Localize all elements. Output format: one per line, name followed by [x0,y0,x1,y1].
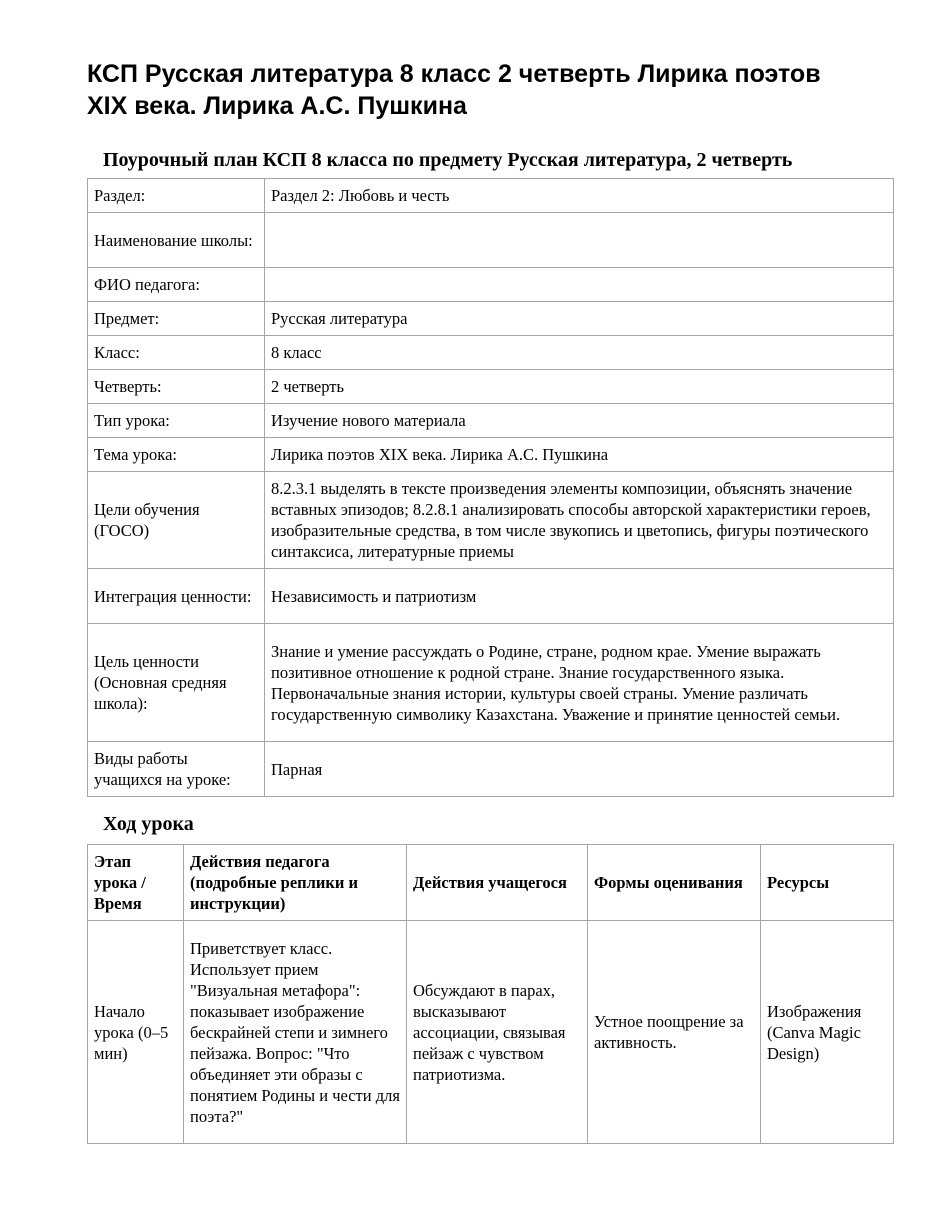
info-value: Изучение нового материала [265,404,894,438]
info-label: Интеграция ценности: [88,569,265,624]
document-title: КСП Русская литература 8 класс 2 четверть Лирика поэтов XIX века. Лирика А.С. Пушкина [87,60,821,120]
table-row [88,404,894,438]
info-label: ФИО педагога: [88,268,265,302]
column-header-teacher: Действия педагога (подробные реплики и инструкции) [184,845,407,921]
info-value: Раздел 2: Любовь и честь [265,179,894,213]
column-header-assessment: Формы оценивания [588,845,761,921]
info-label: Цели обучения (ГОСО) [88,472,265,569]
student-actions-cell: Обсуждают в парах, высказывают ассоциации, связывая пейзаж с чувством патриотизма. [407,921,588,1144]
lesson-info-table [87,178,894,797]
info-label: Виды работы учащихся на уроке: [88,742,265,797]
assessment-cell: Устное поощрение за активность. [588,921,761,1144]
info-value: Лирика поэтов XIX века. Лирика А.С. Пушкина [265,438,894,472]
table-row [88,624,894,742]
resources-cell: Изображения (Canva Magic Design) [761,921,894,1144]
column-header-resources: Ресурсы [761,845,894,921]
document-page [87,58,893,1144]
table-row [88,268,894,302]
info-value: Независимость и патриотизм [265,569,894,624]
table-row [88,569,894,624]
table-header-row [88,845,894,921]
info-label: Четверть: [88,370,265,404]
table-row [88,336,894,370]
table-row [88,472,894,569]
info-value: 2 четверть [265,370,894,404]
table-row [88,213,894,268]
table-row [88,302,894,336]
table-row [88,370,894,404]
teacher-actions-cell: Приветствует класс. Использует прием "Визуальная метафора": показывает изображение бескрайней степи и зимнего пейзажа. Вопрос: "Что объединяет эти образы с понятием Родины и чести для поэта?" [184,921,407,1144]
info-value [265,268,894,302]
table-row [88,438,894,472]
info-label: Цель ценности (Основная средняя школа): [88,624,265,742]
info-label: Наименование школы: [88,213,265,268]
column-header-student: Действия учащегося [407,845,588,921]
table-row [88,742,894,797]
table-row [88,179,894,213]
info-value: 8.2.3.1 выделять в тексте произведения элементы композиции, объяснять значение вставных эпизодов; 8.2.8.1 анализировать способы авторской характеристики героев, изобразительные средства, в том числе звукопись и цветопись, фигуры поэтического синтаксиса, литературные приемы [265,472,894,569]
info-value: Парная [265,742,894,797]
table-row [88,921,894,1144]
info-value: 8 класс [265,336,894,370]
progress-heading: Ход урока [103,813,194,835]
info-value [265,213,894,268]
info-label: Раздел: [88,179,265,213]
stage-cell: Начало урока (0–5 мин) [88,921,184,1144]
lesson-progress-table [87,844,894,1144]
info-label: Предмет: [88,302,265,336]
info-value: Русская литература [265,302,894,336]
info-label: Класс: [88,336,265,370]
info-label: Тип урока: [88,404,265,438]
info-label: Тема урока: [88,438,265,472]
column-header-stage: Этап урока / Время [88,845,184,921]
info-value: Знание и умение рассуждать о Родине, стране, родном крае. Умение выражать позитивное отношение к родной стране. Знание государственного языка. Первоначальные знания истории, культуры своей страны. Умение различать государственную символику Казахстана. Уважение и принятие ценностей семьи. [265,624,894,742]
plan-heading: Поурочный план КСП 8 класса по предмету Русская литература, 2 четверть [103,149,793,171]
